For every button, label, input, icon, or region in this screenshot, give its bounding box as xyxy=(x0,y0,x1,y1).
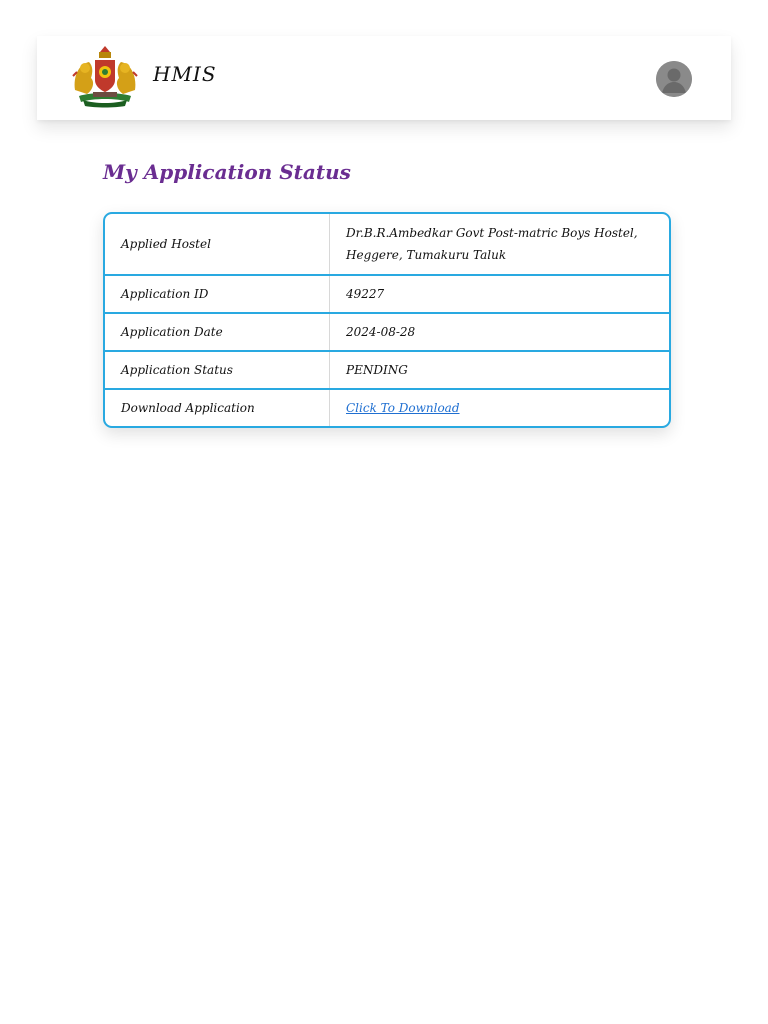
table-row-applied-hostel xyxy=(105,214,669,276)
table-row-application-id xyxy=(105,276,669,314)
download-application-link[interactable]: Click To Download xyxy=(346,401,460,415)
status-value: PENDING xyxy=(346,363,408,377)
row-value: 2024-08-28 xyxy=(346,325,416,339)
row-value: 49227 xyxy=(346,287,385,301)
row-label: Download Application xyxy=(105,390,330,426)
row-value: Dr.B.R.Ambedkar Govt Post-matric Boys Hostel, Heggere, Tumakuru Taluk xyxy=(346,226,638,262)
download-cell xyxy=(330,390,669,426)
top-navbar xyxy=(37,36,731,120)
application-status-table xyxy=(103,212,671,428)
row-label: Application Date xyxy=(105,314,330,350)
karnataka-emblem-logo xyxy=(71,46,139,108)
user-avatar-icon[interactable] xyxy=(656,61,692,97)
table-row-application-status xyxy=(105,352,669,390)
page-title: My Application Status xyxy=(103,160,351,184)
row-label: Applied Hostel xyxy=(105,214,330,274)
brand-title: HMIS xyxy=(153,62,217,86)
row-label: Application Status xyxy=(105,352,330,388)
table-row-download-application xyxy=(105,390,669,426)
row-label: Application ID xyxy=(105,276,330,312)
table-row-application-date xyxy=(105,314,669,352)
